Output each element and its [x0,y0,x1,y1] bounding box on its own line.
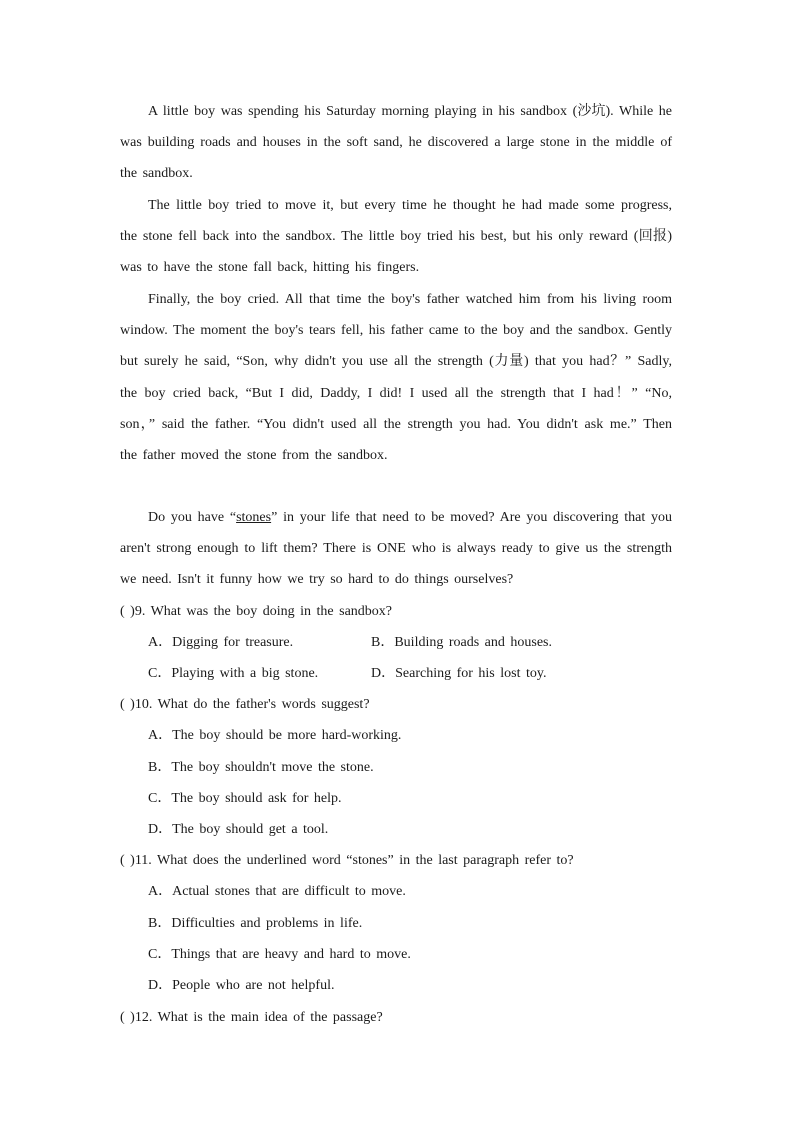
question-9-stem: ( )9. What was the boy doing in the sandbox? [120,604,393,619]
question-10-option-b: B．The boy shouldn't move the stone. [148,760,374,775]
passage-paragraph-1: A little boy was spending his Saturday morning playing in his sandbox (沙坑). While he was building roads and houses in the soft sand, he discovered a large stone in the middle of the sandbox. [120,104,672,182]
question-11-option-a: A．Actual stones that are difficult to move. [148,884,406,899]
question-9-option-a: A．Digging for treasure. [148,635,294,650]
question-11-option-c: C．Things that are heavy and hard to move. [148,947,411,962]
question-12-stem: ( )12. What is the main idea of the passage? [120,1010,383,1025]
question-10-option-c: C．The boy should ask for help. [148,791,342,806]
question-9-option-d: D．Searching for his lost toy. [371,666,547,681]
question-10-option-d: D．The boy should get a tool. [148,822,329,837]
question-11-option-b: B．Difficulties and problems in life. [148,916,363,931]
question-10-option-a: A．The boy should be more hard-working. [148,728,402,743]
question-11-option-d: D．People who are not helpful. [148,978,335,993]
passage-paragraph-3: Finally, the boy cried. All that time the boy's father watched him from his living room window. The moment the boy's tears fell, his father came to the boy and the sandbox. Gently but surely he said, “Son, why didn't you use all the strength (力量) that you had？” Sadly, the boy cried back, “But I did, Daddy, I did! I used all the strength that I had！” “No, son，” said the father. “You didn't used all the strength you had. You didn't ask me.” Then the father moved the stone from the sandbox. [120,292,672,464]
question-11-stem: ( )11. What does the underlined word “stones” in the last paragraph refer to? [120,853,574,868]
question-10-stem: ( )10. What do the father's words suggest? [120,697,370,712]
question-9-option-c: C．Playing with a big stone. [148,666,319,681]
question-9-option-b: B．Building roads and houses. [371,635,552,650]
passage-paragraph-4 [120,502,672,596]
paragraph-4-text-start: Do you have “ [148,510,237,525]
paragraph-4-text-end: ” in your life that need to be moved? Are you discovering that you aren't strong enough to lift them? There is ONE who is always ready to give us the strength we need. Isn't it funny how we try so hard to do things ourselves? [120,510,672,588]
passage-paragraph-2: The little boy tried to move it, but every time he thought he had made some progress, the stone fell back into the sandbox. The little boy tried his best, but his only reward (回报) was to have the stone fall back, hitting his fingers. [120,198,672,276]
underlined-word-stones: stones [236,510,272,525]
